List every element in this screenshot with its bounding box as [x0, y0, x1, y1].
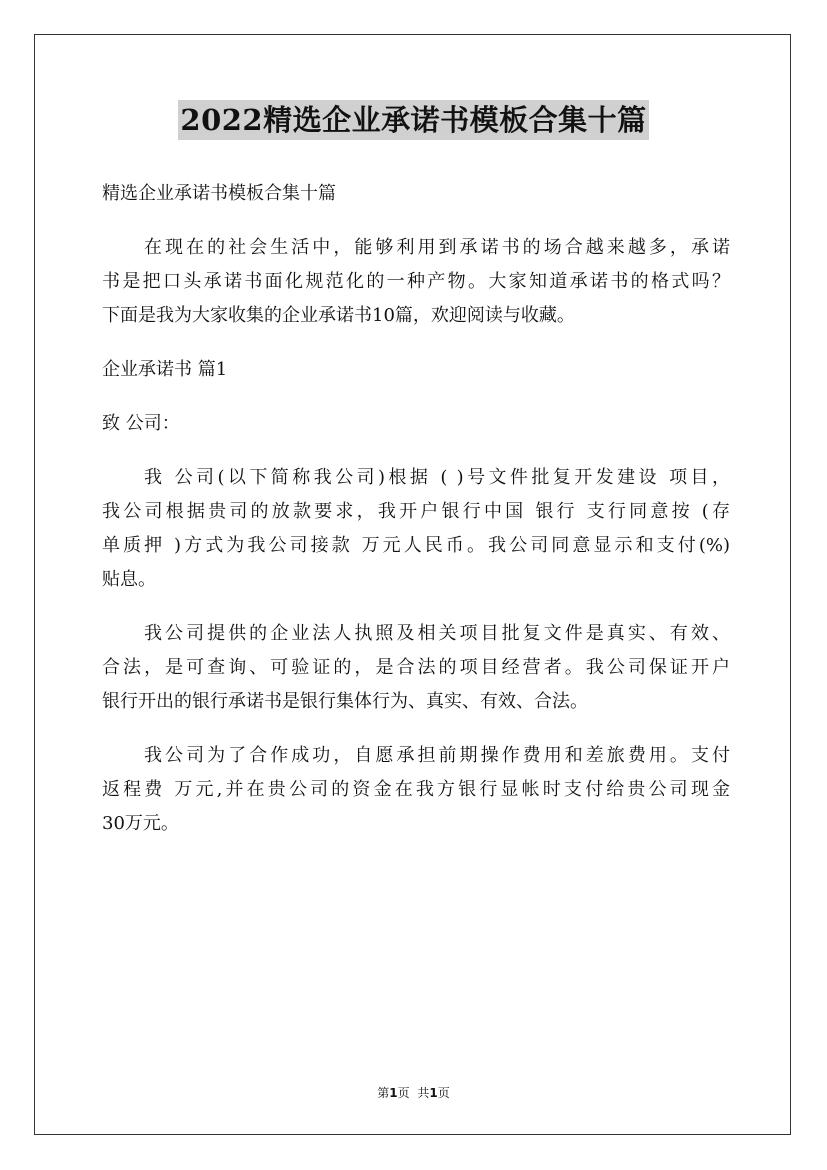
document-title: 2022精选企业承诺书模板合集十篇	[178, 100, 648, 140]
paragraph-intro	[102, 231, 730, 333]
text-line: 贴息。	[102, 569, 156, 590]
text-line: 合法，是可查询、可验证的，是合法的项目经营者。我公司保证开户	[102, 657, 730, 678]
salutation	[102, 407, 730, 441]
text-line: 我公司为了合作成功，自愿承担前期操作费用和差旅费用。支付	[144, 745, 730, 766]
page-current: 1	[389, 1086, 398, 1100]
text-line: 我公司提供的企业法人执照及相关项目批复文件是真实、有效、	[144, 623, 730, 644]
paragraph-documents	[102, 617, 730, 719]
text-line: 30万元。	[102, 813, 179, 834]
total-suffix: 页	[437, 1086, 450, 1100]
text-line: 我 公司(以下简称我公司)根据 ( )号文件批复开发建设 项目，	[144, 467, 730, 488]
page-suffix: 页	[397, 1086, 410, 1100]
page-footer	[0, 1084, 827, 1101]
total-pages: 1	[429, 1086, 438, 1100]
page-prefix: 第	[377, 1086, 390, 1100]
text-line: 银行开出的银行承诺书是银行集体行为、真实、有效、合法。	[102, 691, 588, 712]
section-heading	[102, 353, 730, 387]
paragraph-subtitle	[102, 177, 730, 211]
text-line: 我公司根据贵司的放款要求，我开户银行中国 银行 支行同意按 (存	[102, 501, 730, 522]
text-line: 返程费 万元,并在贵公司的资金在我方银行显帐时支付给贵公司现金	[102, 779, 730, 800]
total-prefix: 共	[417, 1086, 430, 1100]
document-body	[102, 177, 730, 861]
text-line: 致 公司：	[102, 413, 180, 434]
paragraph-fees	[102, 739, 730, 841]
text-line: 下面是我为大家收集的企业承诺书10篇，欢迎阅读与收藏。	[102, 305, 575, 326]
text-line: 在现在的社会生活中，能够利用到承诺书的场合越来越多，承诺	[144, 237, 730, 258]
text-line: 企业承诺书 篇1	[102, 359, 228, 380]
paragraph-loan	[102, 461, 730, 597]
text-line: 单质押 )方式为我公司接款 万元人民币。我公司同意显示和支付(%)	[102, 535, 730, 556]
text-line: 精选企业承诺书模板合集十篇	[102, 183, 336, 204]
text-line: 书是把口头承诺书面化规范化的一种产物。大家知道承诺书的格式吗？	[102, 271, 730, 292]
title-block	[0, 100, 827, 140]
